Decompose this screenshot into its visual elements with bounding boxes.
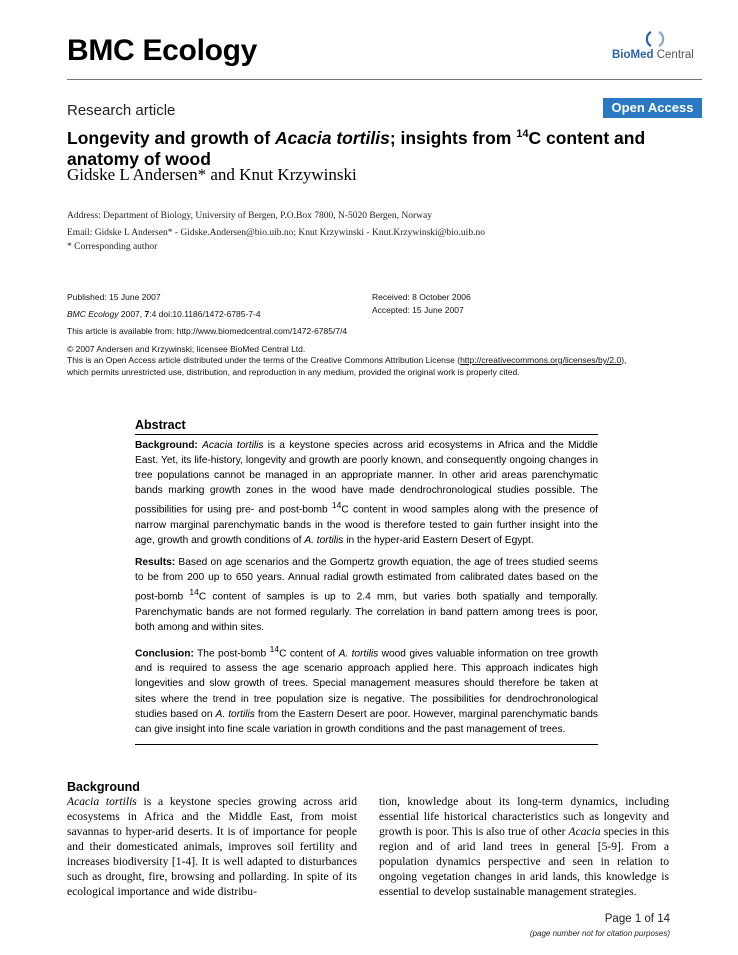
license-line: This is an Open Access article distributed under the terms of the Creative Commons Attribution License (http://creativecommons.org/licenses/by/2.0),	[67, 355, 627, 365]
abstract-results: Results: Based on age scenarios and the Gompertz growth equation, the age of trees studied seems to be from 200 up to 650 years. Annual radial growth estimated from calibrated dates based on the post-bomb $^{14}$C content of samples is up to 2.4 mm, but varies both spatially and temporally. Parenchymatic bands are not formed regularly. The correlation in band pattern among trees is poor, both among and within sites.	[135, 557, 599, 633]
email-line[interactable]: Email: Gidske L Andersen* - Gidske.Andersen@bio.uib.no; Knut Krzywinski - Knut.Krzywinski@bio.uib.no	[67, 228, 485, 238]
abstract-bottom-rule	[135, 744, 598, 745]
body-paragraph-right: tion, knowledge about its long-term dynamics, including essential life historical characteristics such as longevity and growth is poor. This is also true of other Acacia species in this region and of arid land trees in general [5-9]. From a population dynamics perspective and seen in relation to ongoing vegetation changes in arid lands, this knowledge is essential to develop sustainable management strategies.	[379, 795, 669, 898]
corresponding-author: * Corresponding author	[67, 242, 158, 252]
abstract-heading: Abstract	[135, 418, 186, 432]
published-date: Published: 15 June 2007	[67, 292, 161, 302]
biomed-logo-icon	[645, 28, 667, 50]
accepted-date: Accepted: 15 June 2007	[372, 305, 464, 315]
article-title: Longevity and growth of Acacia tortilis; insights from $^{14}$C content and anatomy of wood	[67, 127, 646, 169]
citation: BMC Ecology 2007, 7:4 doi:10.1186/1472-6785-7-4	[67, 309, 261, 319]
page-note: (page number not for citation purposes)	[529, 929, 670, 938]
background-heading: Background	[67, 780, 140, 794]
page-number: Page 1 of 14	[604, 913, 670, 925]
body-right-column	[379, 794, 669, 899]
copyright: © 2007 Andersen and Krzywinski; licensee BioMed Central Ltd.	[67, 344, 306, 354]
abstract-section	[135, 418, 598, 745]
open-access-badge: Open Access	[603, 98, 702, 118]
journal-title: BMC Ecology	[67, 34, 258, 67]
logo-wordmark: BioMed Central	[612, 49, 694, 61]
availability-link[interactable]: This article is available from: http://www.biomedcentral.com/1472-6785/7/4	[67, 326, 348, 336]
biomed-central-logo[interactable]	[612, 28, 702, 70]
body-left-column	[67, 780, 357, 899]
authors: Gidske L Andersen* and Knut Krzywinski	[67, 165, 357, 184]
body-paragraph-left: Acacia tortilis is a keystone species growing across arid ecosystems in Africa and the Middle East, from moist savannas to hyper-arid deserts. It is of importance for people and their domesticated animals, improves soil fertility and increases biodiversity [1-4]. It is well adapted to disturbances such as drought, fire, browsing and pollarding. In spite of its ecological importance and wide distribu-	[67, 795, 358, 898]
received-date: Received: 8 October 2006	[372, 292, 471, 302]
abstract-top-rule	[135, 434, 598, 435]
article-type: Research article	[67, 102, 176, 119]
abstract-background: Background: Acacia tortilis is a keystone species across arid ecosystems in Africa and the Middle East. Yet, its life-history, longevity and growth are poorly known, and consequently ongoing changes in tree populations cannot be managed in an appropriate manner. In other arid areas parenchymatic bands marking growth zones in the wood have made dendrochronological studies possible. The possibilities for using pre- and post-bomb $^{14}$C content in wood samples along with the presence of narrow marginal parenchymatic bands in the wood is therefore tested to gain further insight into the age, growth and growth conditions of A. tortilis in the hyper-arid Eastern Desert of Egypt.	[135, 440, 598, 546]
abstract-conclusion: Conclusion: The post-bomb $^{14}$C content of A. tortilis wood gives valuable information on tree growth and is required to assess the age scenario approach applied here. This approach indicates high longevities and slow growth of trees. Special management measures should therefore be taken at sites where the trend in tree population size is negative. The possibilities for dendrochronological studies based on A. tortilis from the Eastern Desert are poor. However, marginal parenchymatic bands can give insight into fine scale variation in growth conditions and the past management of trees.	[135, 643, 599, 735]
license-line-2: which permits unrestricted use, distribution, and reproduction in any medium, provided the original work is properly cited.	[67, 367, 520, 377]
address: Address: Department of Biology, University of Bergen, P.O.Box 7800, N-5020 Bergen, Norway	[67, 211, 432, 221]
header-rule	[67, 79, 702, 80]
license-link[interactable]: http://creativecommons.org/licenses/by/2.0	[460, 355, 622, 365]
